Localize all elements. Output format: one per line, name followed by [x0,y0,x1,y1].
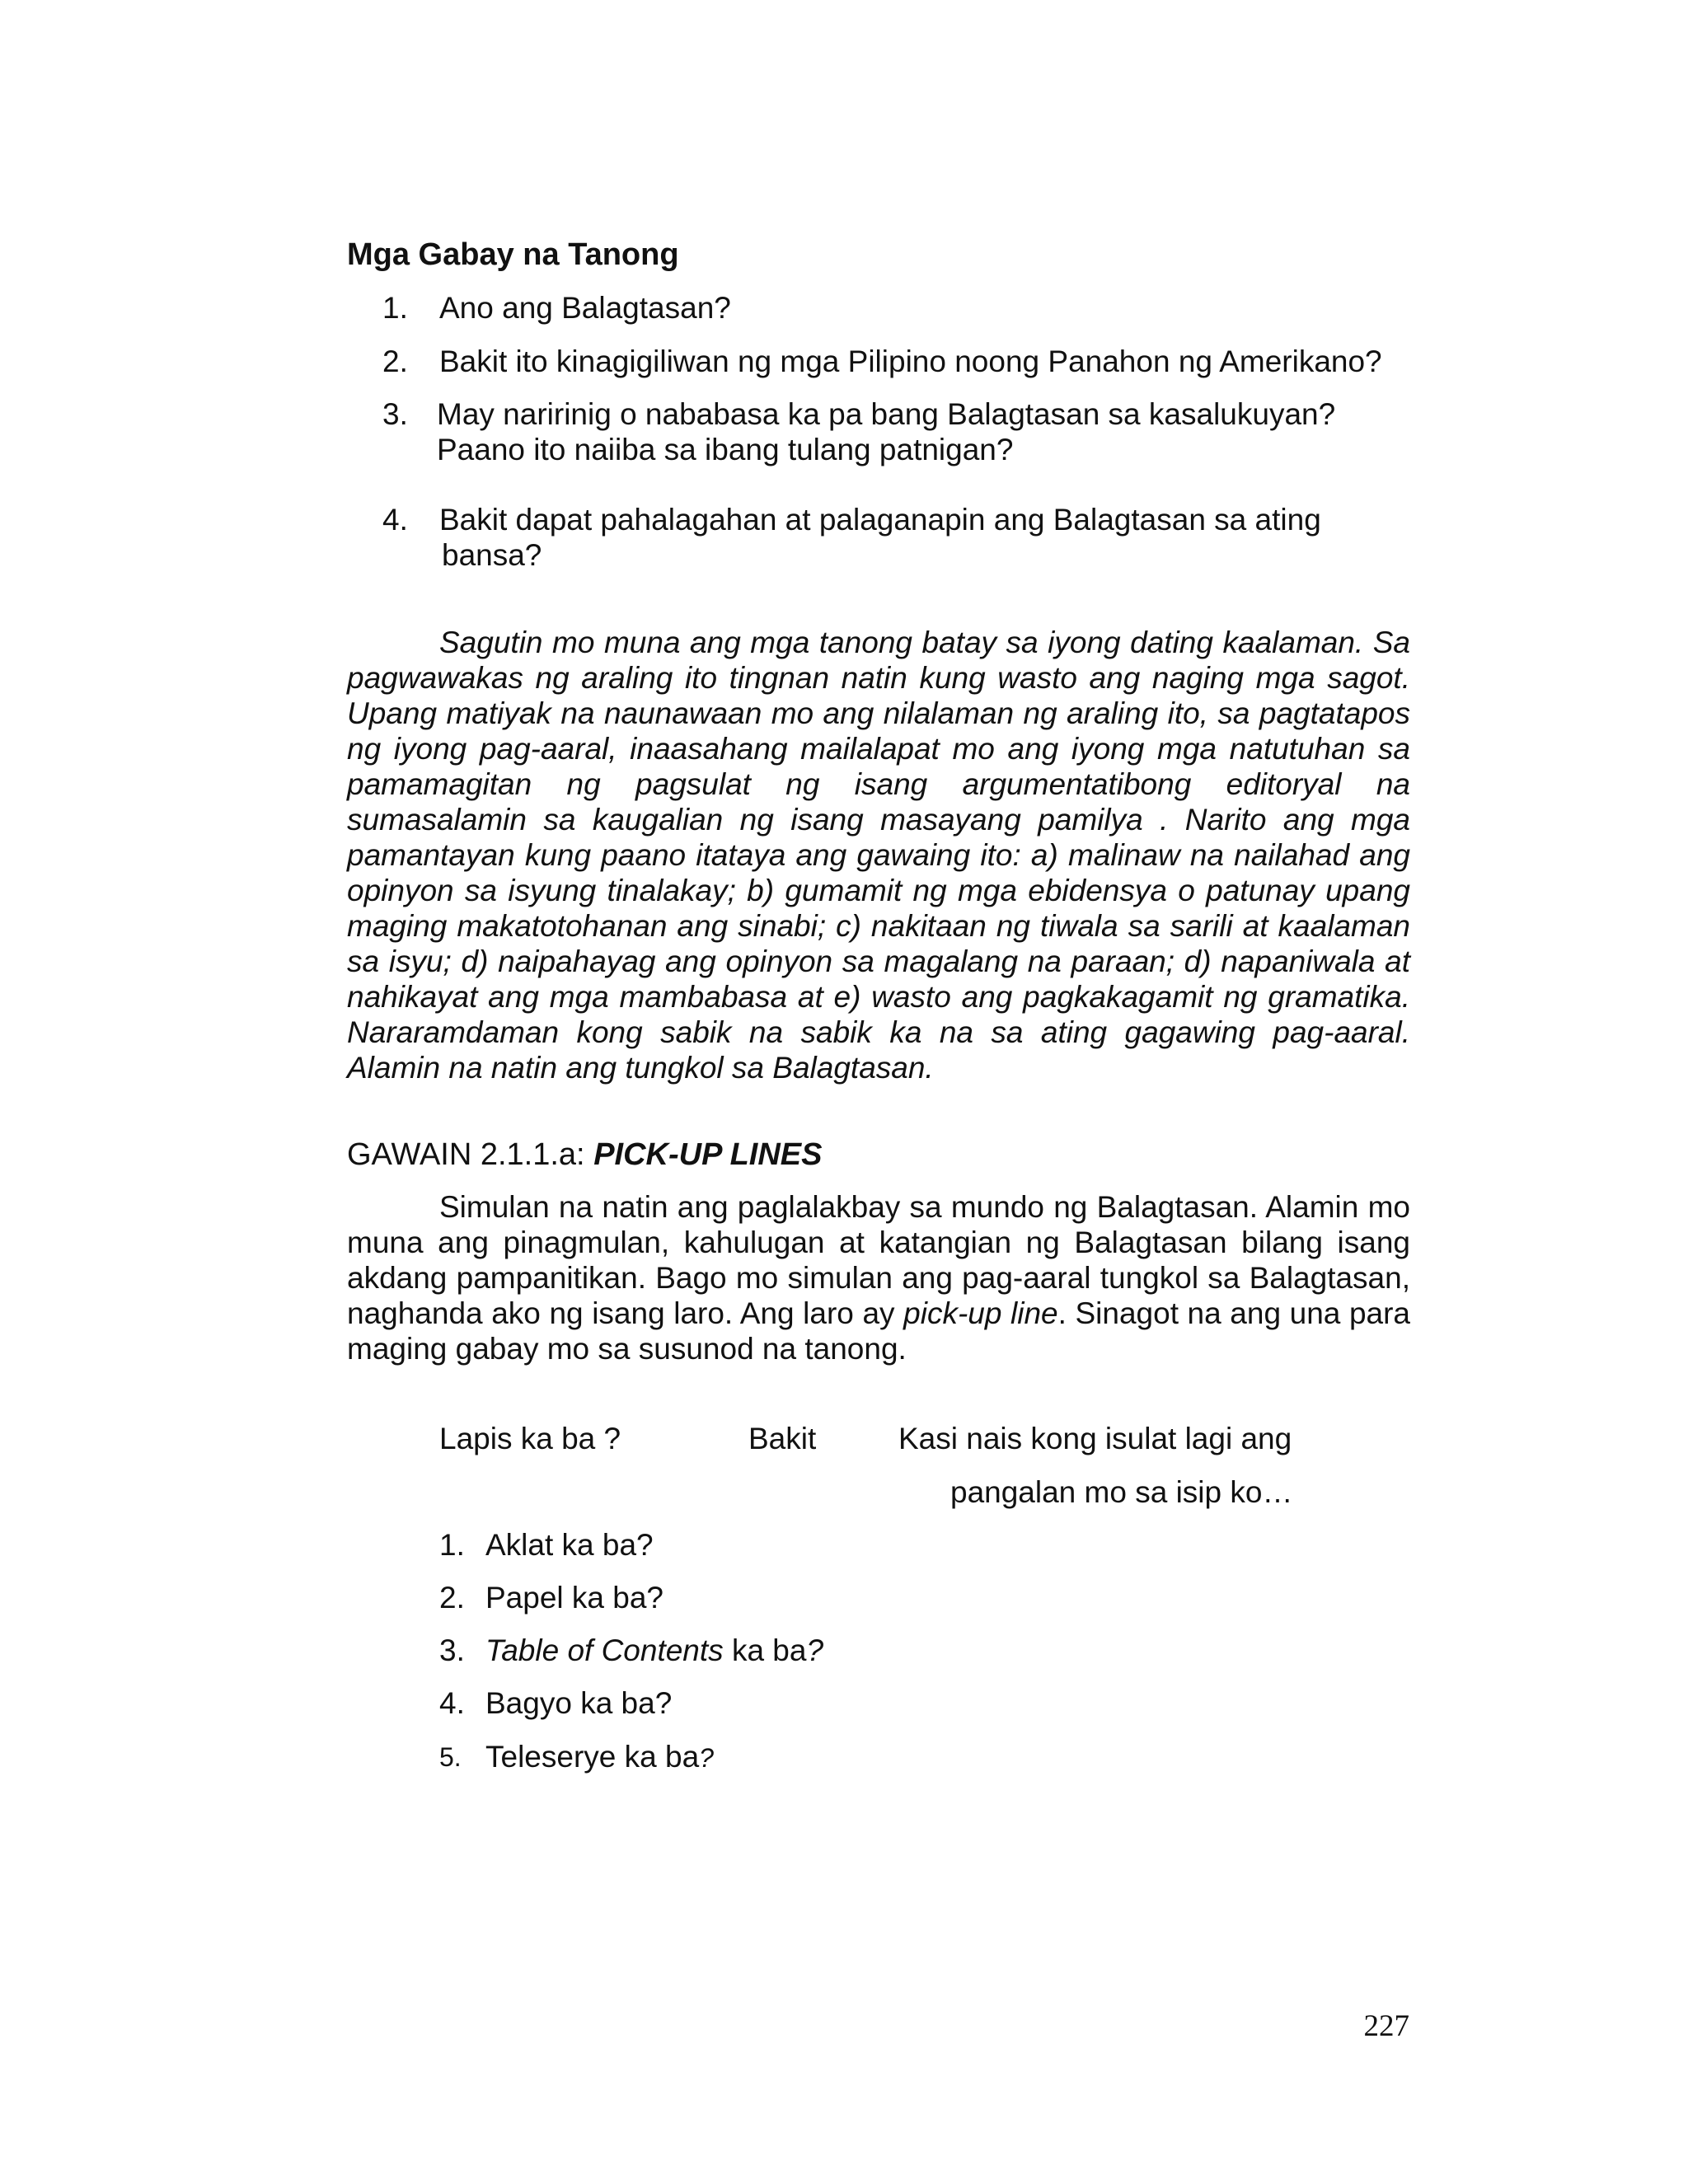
intro-paragraph: Sagutin mo muna ang mga tanong batay sa iyong dating kaalaman. Sa pagwawakas ng araling ito tingnan natin kung wasto ang naging mga sagot. Upang matiyak na naunawaan mo ang nilalaman ng araling ito, sa pagtatapos ng iyong pag-aaral, inaasahang mailalapat mo ang iyong mga natutuhan sa pamamagitan ng pagsulat ng isang argumentatibong editoryal na sumasalamin sa kaugalian ng isang masayang pamilya . Narito ang mga pamantayan kung paano itataya ang gawaing ito: a) malinaw na nailahad ang opinyon sa isyung tinalakay; b) gumamit ng mga ebidensya o patunay upang maging makatotohanan ang sinabi; c) nakitaan ng tiwala sa sarili at kaalaman sa isyu; d) naipahayag ang opinyon sa magalang na paraan; d) napaniwala at nahikayat ang mga mambabasa at e) wasto ang pagkakagamit ng gramatika. Nararamdaman kong sabik na sabik ka na sa ating gagawing pag-aaral. Alamin na natin ang tungkol sa Balagtasan. [347,626,1410,1085]
item-text [485,1633,823,1669]
item-number: 3. [439,1633,465,1667]
question-text: Bakit ito kinagigiliwan ng mga Pilipino noong Panahon ng Amerikano? [439,344,1382,378]
example-why: Bakit [748,1422,817,1455]
activity-heading [347,1137,822,1173]
item-text-rest: ka ba [723,1633,807,1667]
item-italic-term: Table of Contents [485,1633,724,1667]
instructions-italic-term: pick-up line [903,1296,1058,1330]
item-number: 1. [439,1528,465,1562]
item-number: 5. [439,1742,462,1772]
question-number: 2. [382,344,408,378]
instructions-text-end: . Sinagot na ang una para maging gabay mo sa susunod na tanong. [347,1296,1410,1366]
question-text-continued: Paano ito naiiba sa ibang tulang patnigan? [437,433,1014,466]
item-text: Papel ka ba? [485,1581,664,1615]
item-text: Aklat ka ba? [485,1528,654,1562]
question-text: May naririnig o nababasa ka pa bang Balagtasan sa kasalukuyan? [437,397,1336,431]
item-question-mark: ? [699,1743,714,1773]
item-number: 2. [439,1581,465,1615]
question-number: 4. [382,503,408,537]
question-number: 3. [382,397,408,431]
item-text: Bagyo ka ba? [485,1686,673,1720]
item-number: 4. [439,1686,465,1720]
activity-label: GAWAIN 2.1.1.a: [347,1137,594,1172]
item-text-rest: Teleserye ka ba [485,1740,700,1774]
item-question-mark: ? [806,1633,824,1667]
activity-title: PICK-UP LINES [593,1137,823,1172]
page-number: 227 [1363,2009,1409,2043]
activity-instructions [347,1189,1410,1366]
question-text-continued: bansa? [442,538,542,572]
example-question: Lapis ka ba ? [439,1422,621,1455]
section-heading: Mga Gabay na Tanong [347,237,679,272]
question-number: 1. [382,291,408,325]
example-answer-continued: pangalan mo sa isip ko… [950,1475,1293,1509]
item-text [485,1739,714,1776]
example-answer: Kasi nais kong isulat lagi ang [898,1422,1292,1455]
question-text: Ano ang Balagtasan? [439,291,731,325]
question-text: Bakit dapat pahalagahan at palaganapin ang Balagtasan sa ating [439,503,1321,537]
instructions-text: Simulan na natin ang paglalakbay sa mundo ng Balagtasan. Alamin mo muna ang pinagmulan, kahulugan at katangian ng Balagtasan bilang isang akdang pampanitikan. Bago mo simulan ang pag-aaral tungkol sa Balagtasan, naghanda ako ng isang laro. Ang laro ay [347,1190,1410,1330]
